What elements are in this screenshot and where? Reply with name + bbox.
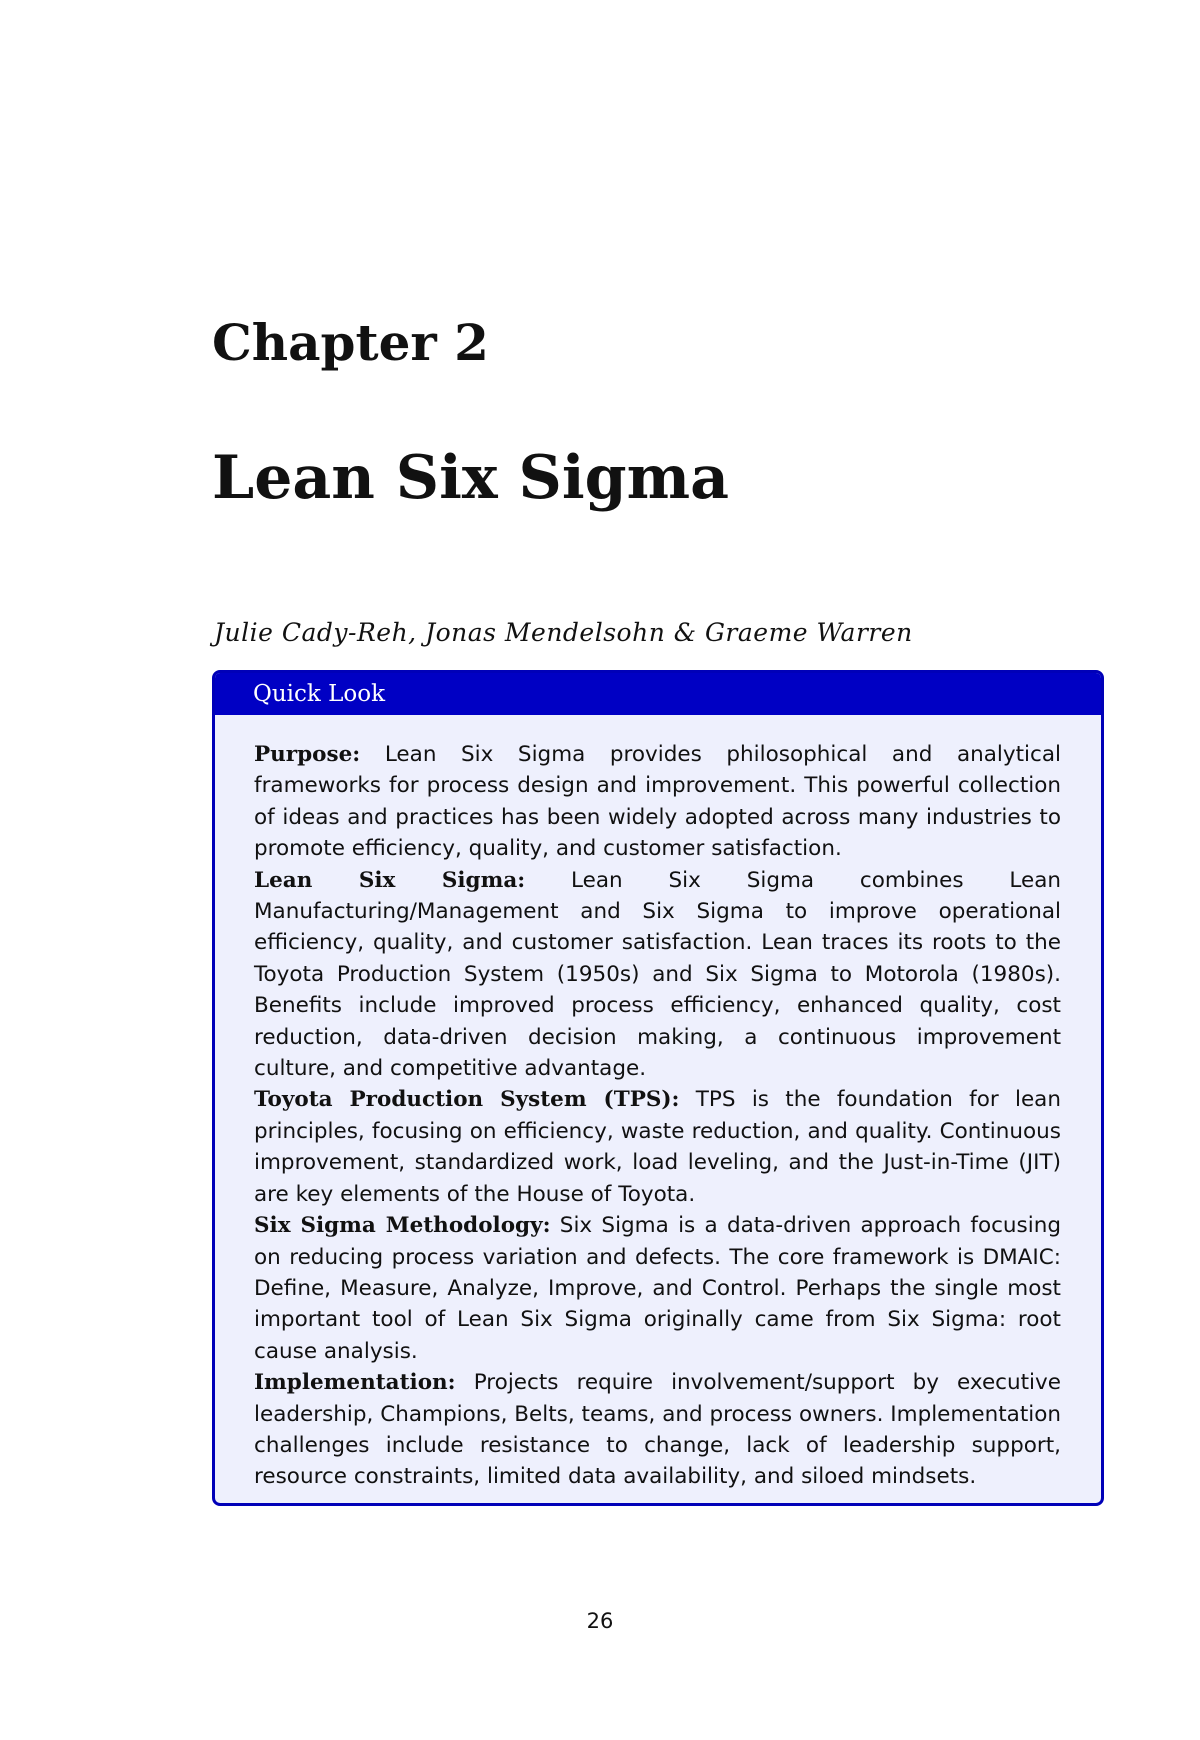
chapter-title: Lean Six Sigma [212,443,729,513]
quick-look-text: Lean Six Sigma combines Lean Manufacturing/Management and Six Sigma to improve operational efficiency, quality, and customer satisfaction. Lean traces its roots to the Toyota Production System (1950s) and Six Sigma to Motorola (1980s). Benefits include improved process efficiency, enhanced quality, cost reduction, data-driven decision making, a continuous improvement culture, and competitive advantage. [254,867,1061,1082]
quick-look-term: Six Sigma Methodology: [254,1213,551,1239]
quick-look-text: Six Sigma is a data-driven approach focusing on reducing process variation and defects. The core framework is DMAIC: Define, Measure, Analyze, Improve, and Control. Perhaps the single most important tool of Lean Six Sigma originally came from Six Sigma: root cause analysis. [254,1213,1061,1364]
quick-look-text: Lean Six Sigma provides philosophical and analytical frameworks for process design and improvement. This powerful collection of ideas and practices has been widely adopted across many industries to promote efficiency, quality, and customer satisfaction. [254,742,1061,862]
chapter-authors: Julie Cady-Reh, Jonas Mendelsohn & Graeme Warren [214,618,913,647]
quick-look-header: Quick Look [215,673,1101,715]
quick-look-body [215,715,1101,1493]
quick-look-term: Implementation: [254,1370,456,1396]
quick-look-item-lean-six-sigma [254,865,1061,1085]
quick-look-box [212,670,1104,1506]
chapter-label: Chapter 2 [212,313,489,372]
quick-look-text: Projects require involvement/support by executive leadership, Champions, Belts, teams, and process owners. Implementation challenges include resistance to change, lack of leadership support, resource constraints, limited data availability, and siloed mindsets. [254,1370,1061,1490]
quick-look-term: Toyota Production System (TPS): [254,1087,680,1113]
quick-look-item-implementation [254,1367,1061,1493]
quick-look-term: Lean Six Sigma: [254,867,526,893]
quick-look-text: TPS is the foundation for lean principles, focusing on efficiency, waste reduction, and quality. Continuous improvement, standardized work, load leveling, and the Just-in-Time (JIT) are key elements of the House of Toyota. [254,1087,1061,1207]
page-number: 26 [586,1609,614,1633]
quick-look-term: Purpose: [254,742,361,767]
quick-look-item-six-sigma-methodology [254,1210,1061,1367]
quick-look-item-purpose [254,739,1061,865]
quick-look-item-tps [254,1084,1061,1210]
